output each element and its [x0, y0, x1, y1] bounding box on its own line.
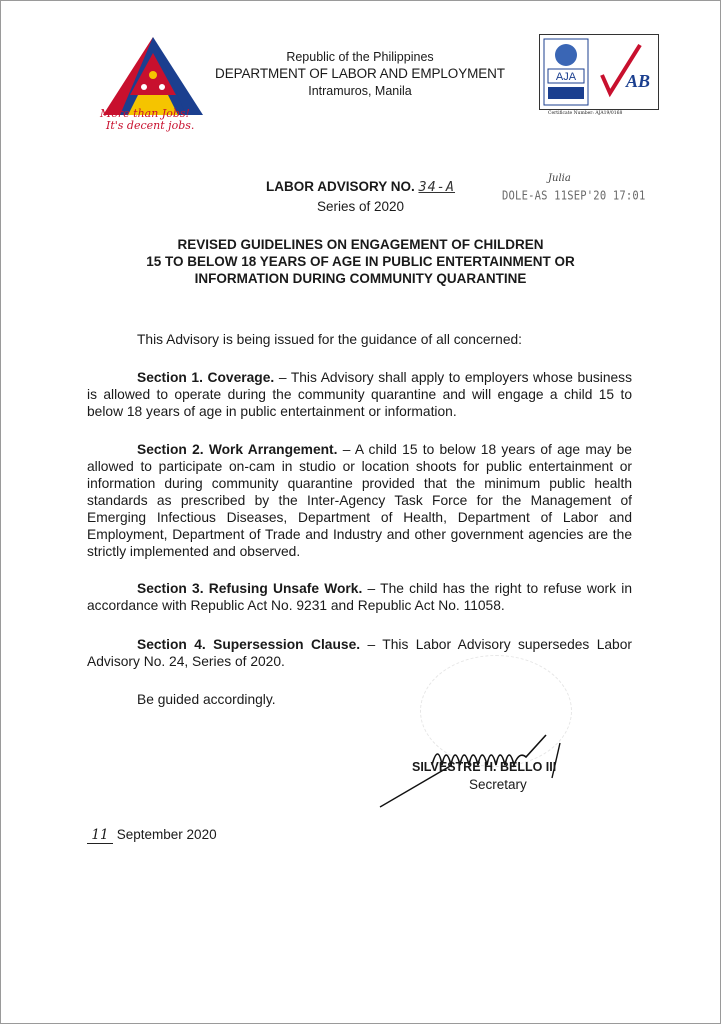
svg-text:AJA: AJA [555, 71, 577, 83]
section-4 [87, 636, 632, 670]
section-3-text: – The child has the right to refuse work in accordance with Republic Act No. 9231 and Republic Act No. 11058. [87, 581, 632, 613]
section-4-heading: Section 4. Supersession Clause. [137, 637, 361, 652]
section-1-heading: Section 1. Coverage. [137, 370, 275, 385]
signatory-title: Secretary [469, 777, 527, 792]
advisory-label: LABOR ADVISORY NO. [265, 179, 415, 194]
certification-badge [539, 34, 659, 110]
logo-tagline-line2: It's decent jobs. [106, 119, 195, 132]
section-2 [87, 441, 632, 560]
date-day: 11 [87, 827, 113, 844]
location-line: Intramuros, Manila [308, 84, 412, 98]
received-stamp: DOLE-AS 11SEP'20 17:01 [502, 188, 646, 204]
logo-tagline-line1: More than Jobs! [100, 107, 190, 120]
signatory-name: SILVESTRE H. BELLO III [412, 760, 557, 774]
advisory-series: Series of 2020 [316, 199, 405, 214]
received-initials: Julia [548, 173, 571, 184]
section-3 [87, 580, 632, 614]
date-month-year: September 2020 [116, 827, 217, 842]
section-1-text: – This Advisory shall apply to employers whose business is allowed to operate during the community quarantine and will engage a child 15 to below 18 years of age in public entertainment or information. [87, 370, 632, 419]
department-name: DEPARTMENT OF LABOR AND EMPLOYMENT [215, 66, 505, 81]
title-line1: REVISED GUIDELINES ON ENGAGEMENT OF CHILDREN [177, 237, 544, 252]
section-1 [87, 369, 632, 420]
section-3-heading: Section 3. Refusing Unsafe Work. [137, 581, 363, 596]
advisory-number-handwritten: 34-A [418, 179, 456, 195]
svg-text:AB: AB [626, 71, 651, 91]
lead-paragraph: This Advisory is being issued for the guidance of all concerned: [137, 332, 522, 347]
republic-line: Republic of the Philippines [286, 50, 434, 64]
title-line3: INFORMATION DURING COMMUNITY QUARANTINE [194, 271, 527, 286]
certification-logo-icon [540, 35, 658, 109]
logo-tagline [100, 108, 194, 132]
section-2-text: – A child 15 to below 18 years of age may be allowed to participate on-cam in studio or location shoots for public entertainment or information during community quarantine provided that the minimum public health standards as prescribed by the Inter-Agency Task Force for the Management of Emerging Infectious Diseases, Department of Health, Department of Labor and Employment, Department of Trade and Industry and other government agencies are the strictly implemented and observed. [87, 442, 632, 559]
document-title [100, 236, 621, 287]
title-line2: 15 TO BELOW 18 YEARS OF AGE IN PUBLIC ENTERTAINMENT OR [146, 254, 575, 269]
document-date [87, 827, 217, 844]
letterhead [212, 50, 508, 98]
closing-line: Be guided accordingly. [137, 692, 276, 707]
section-4-text: – This Labor Advisory supersedes Labor Advisory No. 24, Series of 2020. [87, 637, 632, 669]
certificate-number: Certificate Number: AJA19/0168 [548, 111, 623, 116]
section-2-heading: Section 2. Work Arrangement. [137, 442, 338, 457]
